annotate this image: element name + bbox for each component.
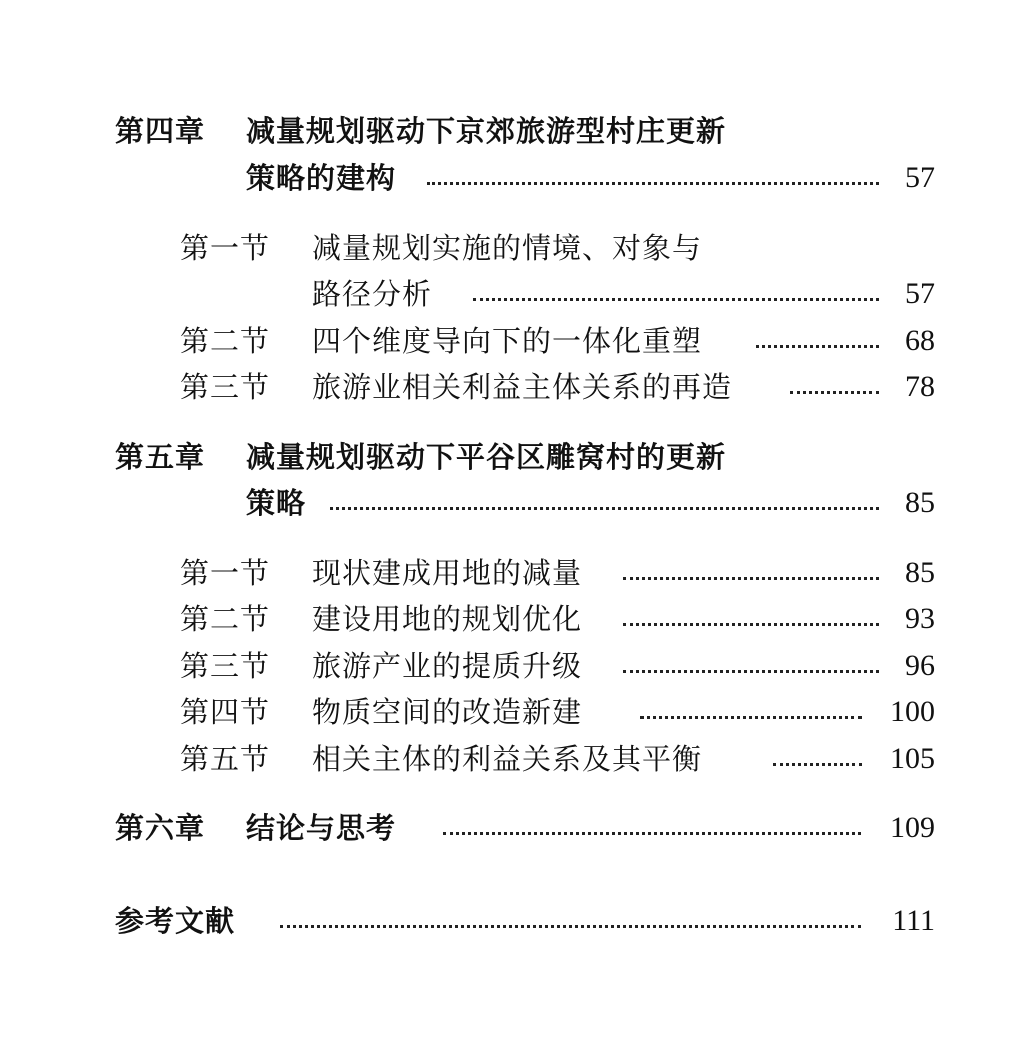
- toc-chapter-4-continued[interactable]: [115, 158, 935, 198]
- section-label: 第二节: [180, 602, 271, 636]
- page-number: 85: [905, 556, 935, 589]
- page-number: 78: [905, 370, 935, 403]
- section-title: 相关主体的利益关系及其平衡: [312, 742, 703, 776]
- chapter-title: 减量规划驱动下京郊旅游型村庄更新: [246, 114, 727, 148]
- section-title-continued: 路径分析: [312, 277, 433, 311]
- page-number: 68: [905, 324, 935, 357]
- section-title: 减量规划实施的情境、对象与: [312, 231, 703, 265]
- toc-section-4-2[interactable]: [180, 321, 935, 361]
- dot-leader: [427, 182, 879, 185]
- toc-section-4-1-continued[interactable]: [180, 274, 935, 314]
- page-number: 100: [890, 695, 935, 728]
- toc-chapter-5-continued[interactable]: [115, 483, 935, 523]
- section-title: 旅游产业的提质升级: [312, 649, 583, 683]
- chapter-title: 结论与思考: [246, 811, 397, 845]
- chapter-title-continued: 策略: [246, 486, 307, 520]
- dot-leader: [330, 507, 879, 510]
- page-number: 57: [905, 277, 935, 310]
- section-title: 旅游业相关利益主体关系的再造: [312, 370, 733, 404]
- section-label: 第一节: [180, 556, 271, 590]
- page-number: 93: [905, 602, 935, 635]
- toc-chapter-4[interactable]: [115, 111, 935, 151]
- section-title: 四个维度导向下的一体化重塑: [312, 324, 703, 358]
- page-number: 85: [905, 486, 935, 519]
- toc-section-4-1[interactable]: [180, 228, 935, 268]
- section-label: 第五节: [180, 742, 271, 776]
- section-label: 第三节: [180, 370, 271, 404]
- section-label: 第二节: [180, 324, 271, 358]
- dot-leader: [640, 716, 862, 719]
- references-title: 参考文献: [115, 904, 236, 938]
- chapter-title-continued: 策略的建构: [246, 161, 397, 195]
- section-label: 第一节: [180, 231, 271, 265]
- chapter-label: 第六章: [115, 811, 206, 845]
- dot-leader: [773, 763, 862, 766]
- section-title: 物质空间的改造新建: [312, 695, 583, 729]
- chapter-title: 减量规划驱动下平谷区雕窝村的更新: [246, 440, 727, 474]
- dot-leader: [623, 623, 879, 626]
- page-number: 96: [905, 649, 935, 682]
- toc-section-5-5[interactable]: [180, 739, 935, 779]
- dot-leader: [623, 670, 879, 673]
- dot-leader: [623, 577, 879, 580]
- toc-section-5-1[interactable]: [180, 553, 935, 593]
- toc-references[interactable]: [115, 901, 935, 941]
- toc-chapter-6[interactable]: [115, 808, 935, 848]
- chapter-label: 第四章: [115, 114, 206, 148]
- dot-leader: [443, 832, 861, 835]
- section-label: 第四节: [180, 695, 271, 729]
- toc-chapter-5[interactable]: [115, 437, 935, 477]
- section-title: 现状建成用地的减量: [312, 556, 583, 590]
- dot-leader: [280, 925, 861, 928]
- section-label: 第三节: [180, 649, 271, 683]
- dot-leader: [790, 391, 879, 394]
- page-number: 105: [890, 742, 935, 775]
- dot-leader: [756, 345, 879, 348]
- toc-section-4-3[interactable]: [180, 367, 935, 407]
- page-number: 109: [890, 811, 935, 844]
- toc-section-5-4[interactable]: [180, 692, 935, 732]
- toc-section-5-3[interactable]: [180, 646, 935, 686]
- dot-leader: [473, 298, 879, 301]
- toc-section-5-2[interactable]: [180, 599, 935, 639]
- page-number: 57: [905, 161, 935, 194]
- section-title: 建设用地的规划优化: [312, 602, 583, 636]
- chapter-label: 第五章: [115, 440, 206, 474]
- page-number: 111: [892, 904, 935, 937]
